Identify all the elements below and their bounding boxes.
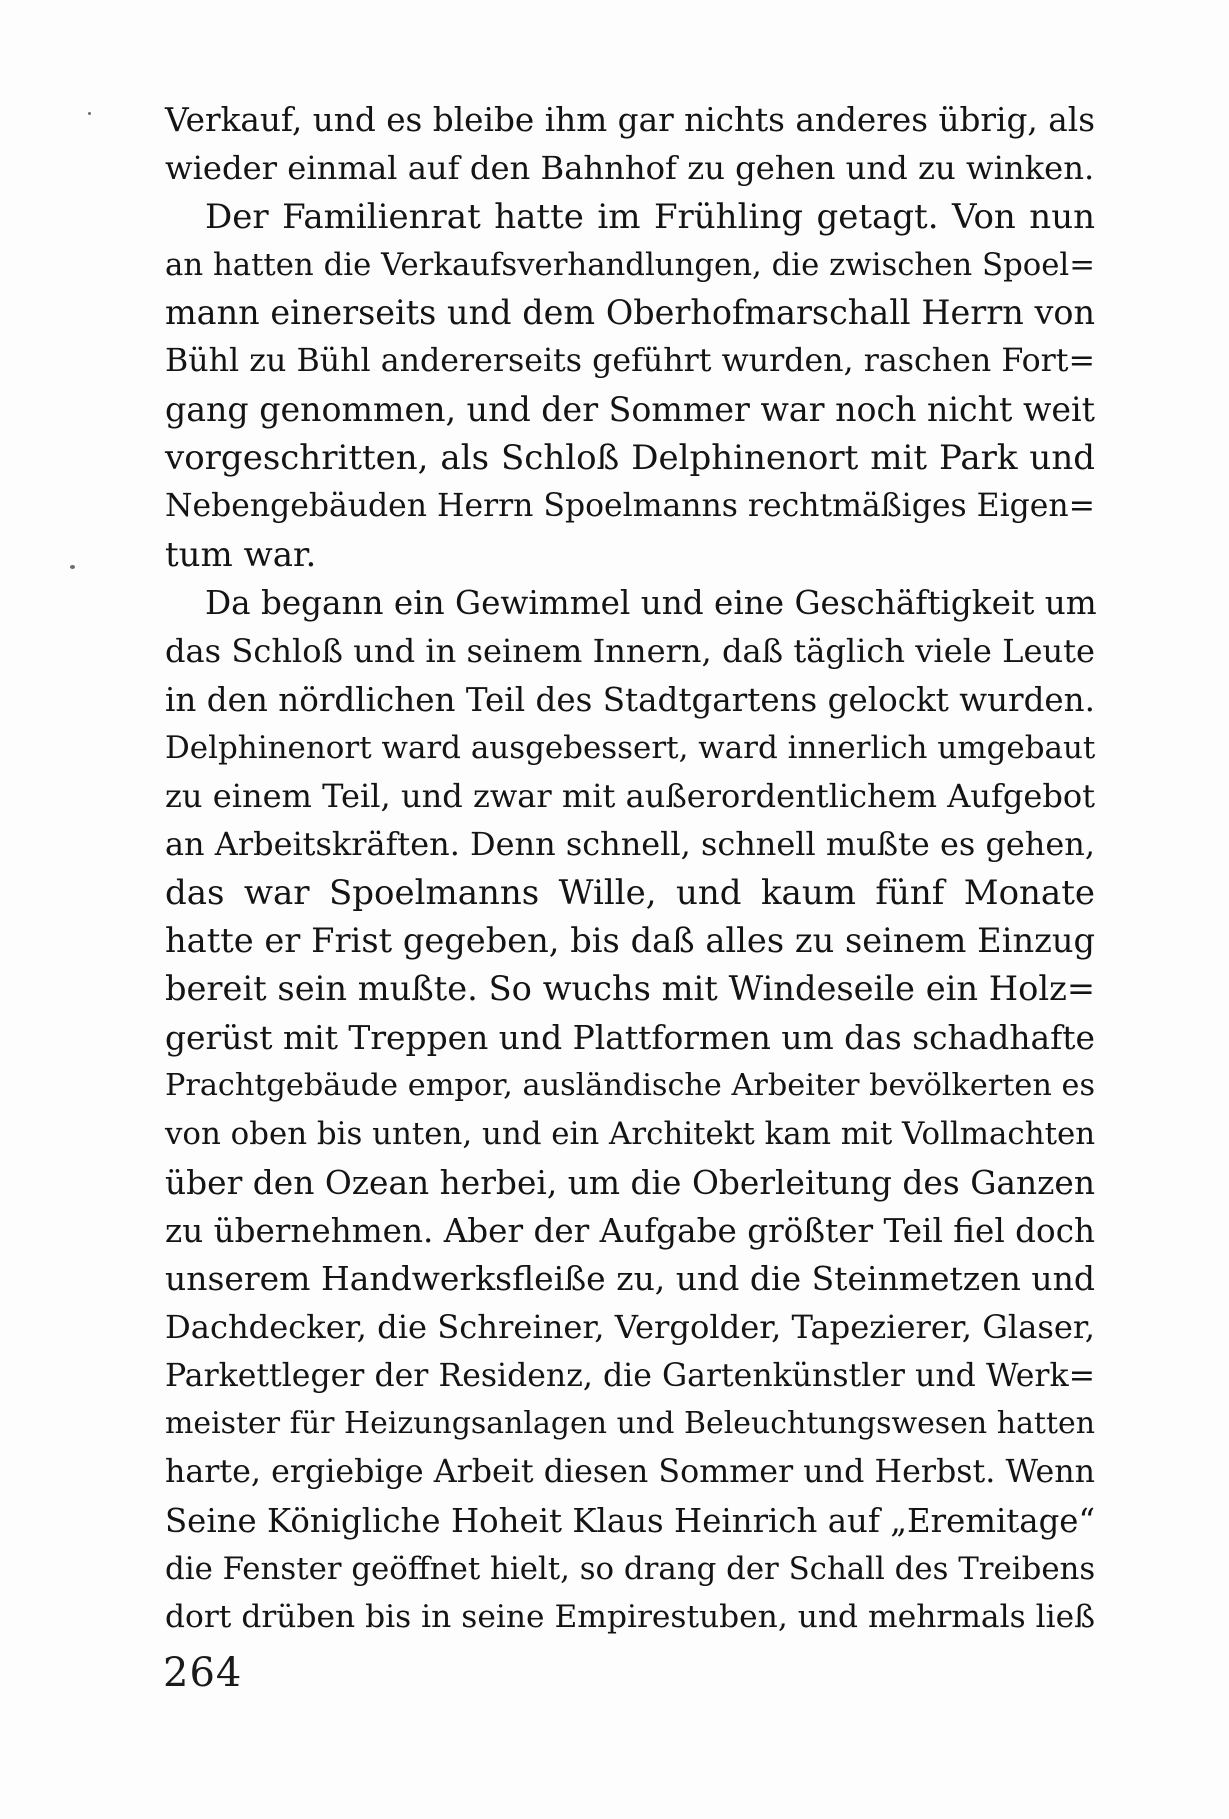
text-line: unserem Handwerksfleiße zu, und die Steinmetzen und bbox=[165, 1259, 1095, 1299]
text-line: Verkauf, und es bleibe ihm gar nichts anderes übrig, als bbox=[165, 101, 1095, 139]
text-line: in den nördlichen Teil des Stadtgartens gelockt wurden. bbox=[165, 680, 1095, 719]
text-line: Seine Königliche Hoheit Klaus Heinrich auf „Eremitage“ bbox=[165, 1501, 1095, 1540]
text-line: Nebengebäuden Herrn Spoelmanns rechtmäßiges Eigen= bbox=[165, 488, 1096, 525]
text-line: über den Ozean herbei, um die Oberleitung des Ganzen bbox=[165, 1163, 1095, 1202]
text-line: an hatten die Verkaufsverhandlungen, die zwischen Spoel= bbox=[165, 246, 1095, 283]
text-line: Da begann ein Gewimmel und eine Geschäftigkeit um bbox=[205, 583, 1097, 622]
text-line: Bühl zu Bühl andererseits geführt wurden, raschen Fort= bbox=[165, 343, 1095, 380]
text-line: zu einem Teil, und zwar mit außerordentlichem Aufgebot bbox=[165, 777, 1095, 816]
text-line: das war Spoelmanns Wille, und kaum fünf Monate bbox=[165, 872, 1095, 913]
text-line: Prachtgebäude empor, ausländische Arbeiter bevölkerten es bbox=[165, 1067, 1095, 1103]
body-text bbox=[165, 96, 1095, 1642]
text-line: Parkettleger der Residenz, die Gartenkünstler und Werk= bbox=[165, 1357, 1095, 1394]
text-line: Delphinenort ward ausgebessert, ward innerlich umgebaut bbox=[165, 729, 1096, 766]
text-line: meister für Heizungsanlagen und Beleuchtungswesen hatten bbox=[165, 1406, 1095, 1442]
text-line: hatte er Frist gegeben, bis daß alles zu seinem Einzug bbox=[165, 921, 1095, 961]
text-line: an Arbeitskräften. Denn schnell, schnell mußte es gehen, bbox=[165, 825, 1095, 864]
page-number: 264 bbox=[163, 1650, 243, 1696]
text-line: wieder einmal auf den Bahnhof zu gehen und zu winken. bbox=[165, 149, 1095, 188]
text-line: die Fenster geöffnet hielt, so drang der Schall des Treibens bbox=[165, 1550, 1096, 1587]
text-line: zu übernehmen. Aber der Aufgabe größter Teil fiel doch bbox=[165, 1211, 1095, 1250]
margin-speck bbox=[70, 565, 75, 569]
text-line: dort drüben bis in seine Empirestuben, und mehrmals ließ bbox=[165, 1599, 1095, 1636]
text-line: mann einerseits und dem Oberhofmarschall Herrn von bbox=[165, 293, 1095, 333]
text-line: bereit sein mußte. So wuchs mit Windeseile ein Holz= bbox=[165, 969, 1095, 1009]
text-line: von oben bis unten, und ein Architekt kam mit Vollmachten bbox=[165, 1116, 1096, 1153]
margin-speck bbox=[88, 112, 91, 115]
text-line: gang genommen, und der Sommer war noch nicht weit bbox=[165, 389, 1095, 429]
text-line: vorgeschritten, als Schloß Delphinenort mit Park und bbox=[165, 438, 1095, 479]
text-line: harte, ergiebige Arbeit diesen Sommer und Herbst. Wenn bbox=[165, 1454, 1095, 1491]
text-line: Dachdecker, die Schreiner, Vergolder, Tapezierer, Glaser, bbox=[165, 1308, 1095, 1347]
text-line: gerüst mit Treppen und Plattformen um das schadhafte bbox=[165, 1017, 1095, 1057]
text-line: das Schloß und in seinem Innern, daß täglich viele Leute bbox=[165, 632, 1095, 671]
text-line: Der Familienrat hatte im Frühling getagt. Von nun bbox=[205, 196, 1095, 237]
text-line: tum war. bbox=[165, 534, 317, 575]
